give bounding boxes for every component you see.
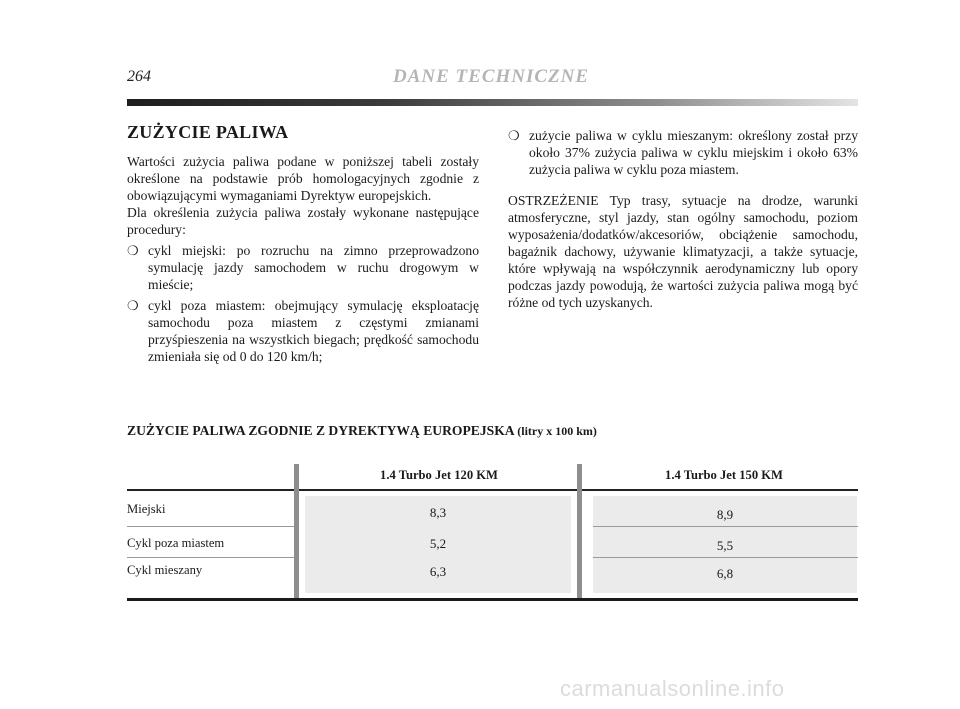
procedures-paragraph: Dla określenia zużycia paliwa zostały wykonane następujące procedury: <box>127 205 479 237</box>
header-rule-segment <box>299 489 577 491</box>
table-title-text: ZUŻYCIE PALIWA ZGODNIE Z DYREKTYWĄ EUROPEJSKA <box>127 423 514 438</box>
header-rule-segment <box>127 489 294 491</box>
list-item <box>508 127 858 178</box>
table-cell: 5,2 <box>429 536 447 551</box>
column-divider <box>294 464 299 600</box>
table-cell: 6,3 <box>429 564 447 579</box>
intro-paragraph: Wartości zużycia paliwa podane w poniższej tabeli zostały określone na podstawie prób homologacyjnych zgodnie z obowiązującymi wymaganiami Dyrektyw europejskich. <box>127 154 479 203</box>
list-item-text: zużycie paliwa w cyklu mieszanym: określony został przy około 37% zużycia paliwa w cyklu miejskim i około 63% zużycia paliwa w cyklu poza miastem. <box>529 128 858 177</box>
right-column <box>508 127 858 311</box>
row-label: Cykl mieszany <box>127 563 203 577</box>
left-column <box>127 124 479 365</box>
header-rule-segment <box>582 489 858 491</box>
header-rule <box>127 99 858 106</box>
row-label: Cykl poza miastem <box>127 536 225 550</box>
list-item <box>127 297 479 365</box>
row-label: Miejski <box>127 502 166 516</box>
circle-bullet-icon: ❍ <box>508 128 520 143</box>
table-cell: 6,8 <box>716 566 734 581</box>
table-bottom-rule <box>127 598 858 601</box>
table-title <box>127 423 597 439</box>
list-item-text: cykl miejski: po rozruchu na zimno przeprowadzono symulację jazdy samochodem w ruchu drogowym w mieście; <box>148 243 479 292</box>
list-item <box>127 242 479 293</box>
warning-paragraph: OSTRZEŻENIE Typ trasy, sytuacje na drodze, warunki atmosferyczne, styl jazdy, stan ogólny samochodu, poziom wyposażenia/dodatków/akcesoriów, obciążenie samochodu, bagażnik dachowy, używanie klimatyzacji, a także sytuacje, które wpływają na współczynnik aerodynamiczny lub opory podczas jazdy powodują, że wartości zużycia paliwa mogą być różne od tych uzyskanych. <box>508 193 858 310</box>
circle-bullet-icon: ❍ <box>127 298 139 313</box>
section-heading: ZUŻYCIE PALIWA <box>127 122 289 142</box>
table-cell: 8,9 <box>716 507 734 522</box>
page-number: 264 <box>127 68 151 85</box>
column-header: 1.4 Turbo Jet 150 KM <box>665 468 783 482</box>
list-item-text: cykl poza miastem: obejmujący symulację eksploatację samochodu poza miastem z częstymi zmianami przyśpieszenia na wszystkich biegach; prędkość samochodu zmieniała się od 0 do 120 km/h; <box>148 298 479 364</box>
table-cell: 5,5 <box>716 538 734 553</box>
table-unit: (litry x 100 km) <box>517 424 597 438</box>
watermark: carmanualsonline.info <box>560 676 785 701</box>
row-divider <box>127 526 294 527</box>
section-title: DANE TECHNICZNE <box>393 66 590 87</box>
circle-bullet-icon: ❍ <box>127 243 139 258</box>
column-header: 1.4 Turbo Jet 120 KM <box>380 468 498 482</box>
row-divider <box>593 526 858 527</box>
column-divider <box>577 464 582 600</box>
row-divider <box>127 557 294 558</box>
row-divider <box>593 557 858 558</box>
table-cell: 8,3 <box>429 505 447 520</box>
